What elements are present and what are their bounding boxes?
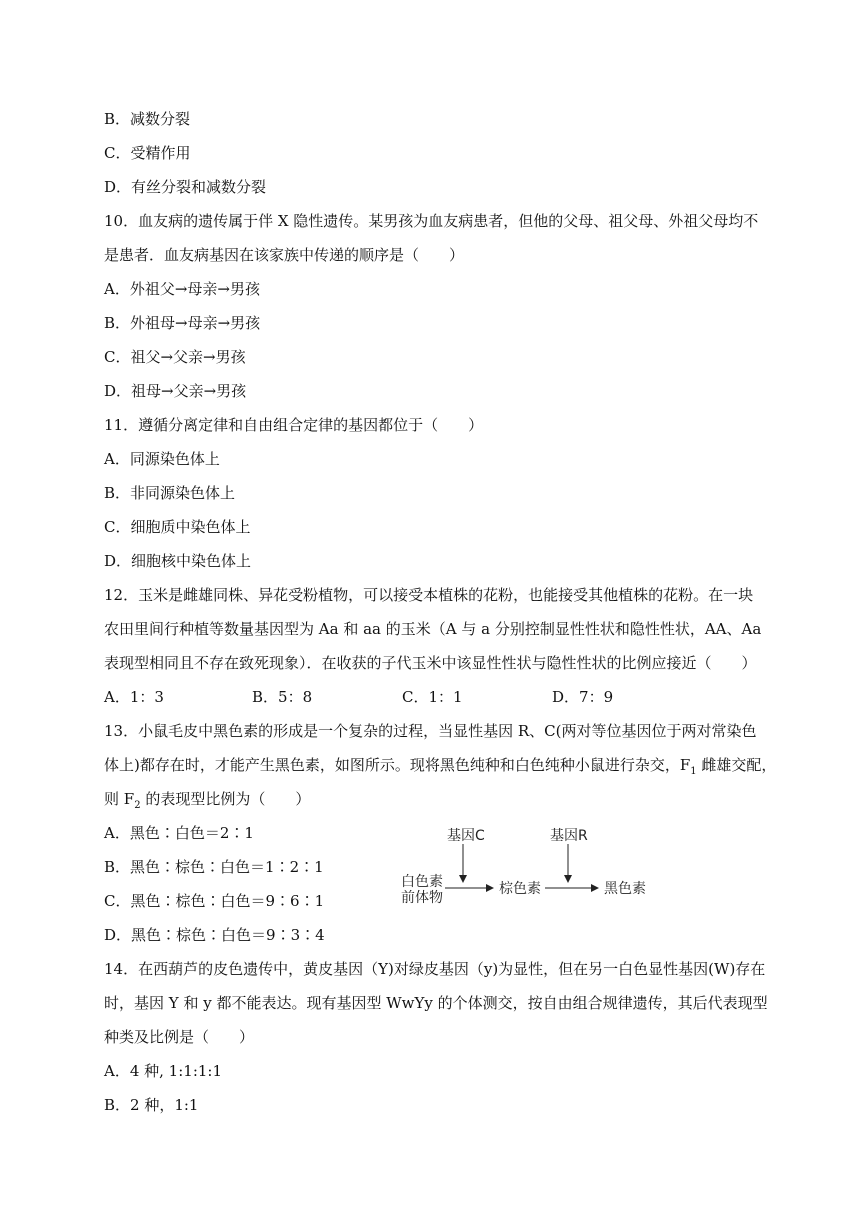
question-14-stem-line2: 时，基因 Y 和 y 都不能表达。现有基因型 WwYy 的个体测交，按自由组合规律遗传，其后代表现型 <box>104 994 768 1012</box>
question-14-stem-line1: 14．在西葫芦的皮色遗传中，黄皮基因（Y)对绿皮基因（y)为显性，但在另一白色显性基因(W)存在 <box>104 960 766 978</box>
question-11-option-b: B．非同源染色体上 <box>104 484 236 502</box>
question-14-option-a: A．4 种, 1:1:1:1 <box>104 1062 223 1080</box>
question-10-option-a: A．外祖父→母亲→男孩 <box>104 280 260 298</box>
black-pigment-label: 黑色素 <box>604 881 646 897</box>
question-11-option-d: D．细胞核中染色体上 <box>104 552 252 570</box>
melanin-pathway-diagram <box>395 824 665 914</box>
question-13-option-b: B．黑色∶棕色∶白色＝1∶2∶1 <box>104 858 324 876</box>
gene-c-label: 基因C <box>447 828 485 844</box>
question-11-option-c: C．细胞质中染色体上 <box>104 518 251 536</box>
question-13-stem-line3: 则 $F_2$ 的表现型比例为（ ） <box>104 790 311 811</box>
question-13-option-a: A．黑色∶白色＝2∶1 <box>104 824 254 842</box>
option-c-fertilization: C．受精作用 <box>104 144 191 162</box>
question-13-option-c: C．黑色∶棕色∶白色＝9∶6∶1 <box>104 892 325 910</box>
question-14-option-b: B．2 种，1:1 <box>104 1096 199 1114</box>
question-10-stem-line1: 10．血友病的遗传属于伴 X 隐性遗传。某男孩为血友病患者，但他的父母、祖父母、外祖父母均不 <box>104 212 759 230</box>
question-11-stem: 11．遵循分离定律和自由组合定律的基因都位于（ ） <box>104 416 484 434</box>
question-10-option-c: C．祖父→父亲→男孩 <box>104 348 246 366</box>
option-d-mitosis-meiosis: D．有丝分裂和减数分裂 <box>104 178 267 196</box>
question-12-stem-line1: 12．玉米是雌雄同株、异花受粉植物，可以接受本植株的花粉，也能接受其他植株的花粉。在一块 <box>104 586 754 604</box>
question-11-option-a: A．同源染色体上 <box>104 450 220 468</box>
question-12-stem-line3: 表现型相同且不存在致死现象）．在收获的子代玉米中该显性性状与隐性性状的比例应接近（ ） <box>104 654 757 672</box>
question-14-stem-line3: 种类及比例是（ ） <box>104 1028 255 1046</box>
question-12-option-d: D．7：9 <box>552 688 614 706</box>
question-12-stem-line2: 农田里间行种植等数量基因型为 Aa 和 aa 的玉米（A 与 a 分别控制显性性状和隐性性状，AA、Aa <box>104 620 762 638</box>
question-12-option-a: A．1：3 <box>104 688 164 706</box>
question-10-option-b: B．外祖母→母亲→男孩 <box>104 314 261 332</box>
question-13-stem-line2: 体上)都存在时，才能产生黑色素，如图所示。现将黑色纯种和白色纯种小鼠进行杂交，$F_1$ 雌雄交配， <box>104 756 777 777</box>
question-13-stem-line1: 13．小鼠毛皮中黑色素的形成是一个复杂的过程，当显性基因 R、C(两对等位基因位于两对常染色 <box>104 722 757 740</box>
question-13-option-d: D．黑色∶棕色∶白色＝9∶3∶4 <box>104 926 325 944</box>
question-12-option-b: B．5：8 <box>252 688 313 706</box>
precursor-label-line2: 前体物 <box>401 890 443 906</box>
option-b-meiosis: B．减数分裂 <box>104 110 191 128</box>
precursor-label-line1: 白色素 <box>401 874 443 890</box>
brown-pigment-label: 棕色素 <box>499 881 541 897</box>
question-10-stem-line2: 是患者．血友病基因在该家族中传递的顺序是（ ） <box>104 246 465 264</box>
question-12-options <box>104 687 784 707</box>
gene-r-label: 基因R <box>550 828 588 844</box>
question-10-option-d: D．祖母→父亲→男孩 <box>104 382 247 400</box>
question-12-option-c: C．1：1 <box>402 688 463 706</box>
